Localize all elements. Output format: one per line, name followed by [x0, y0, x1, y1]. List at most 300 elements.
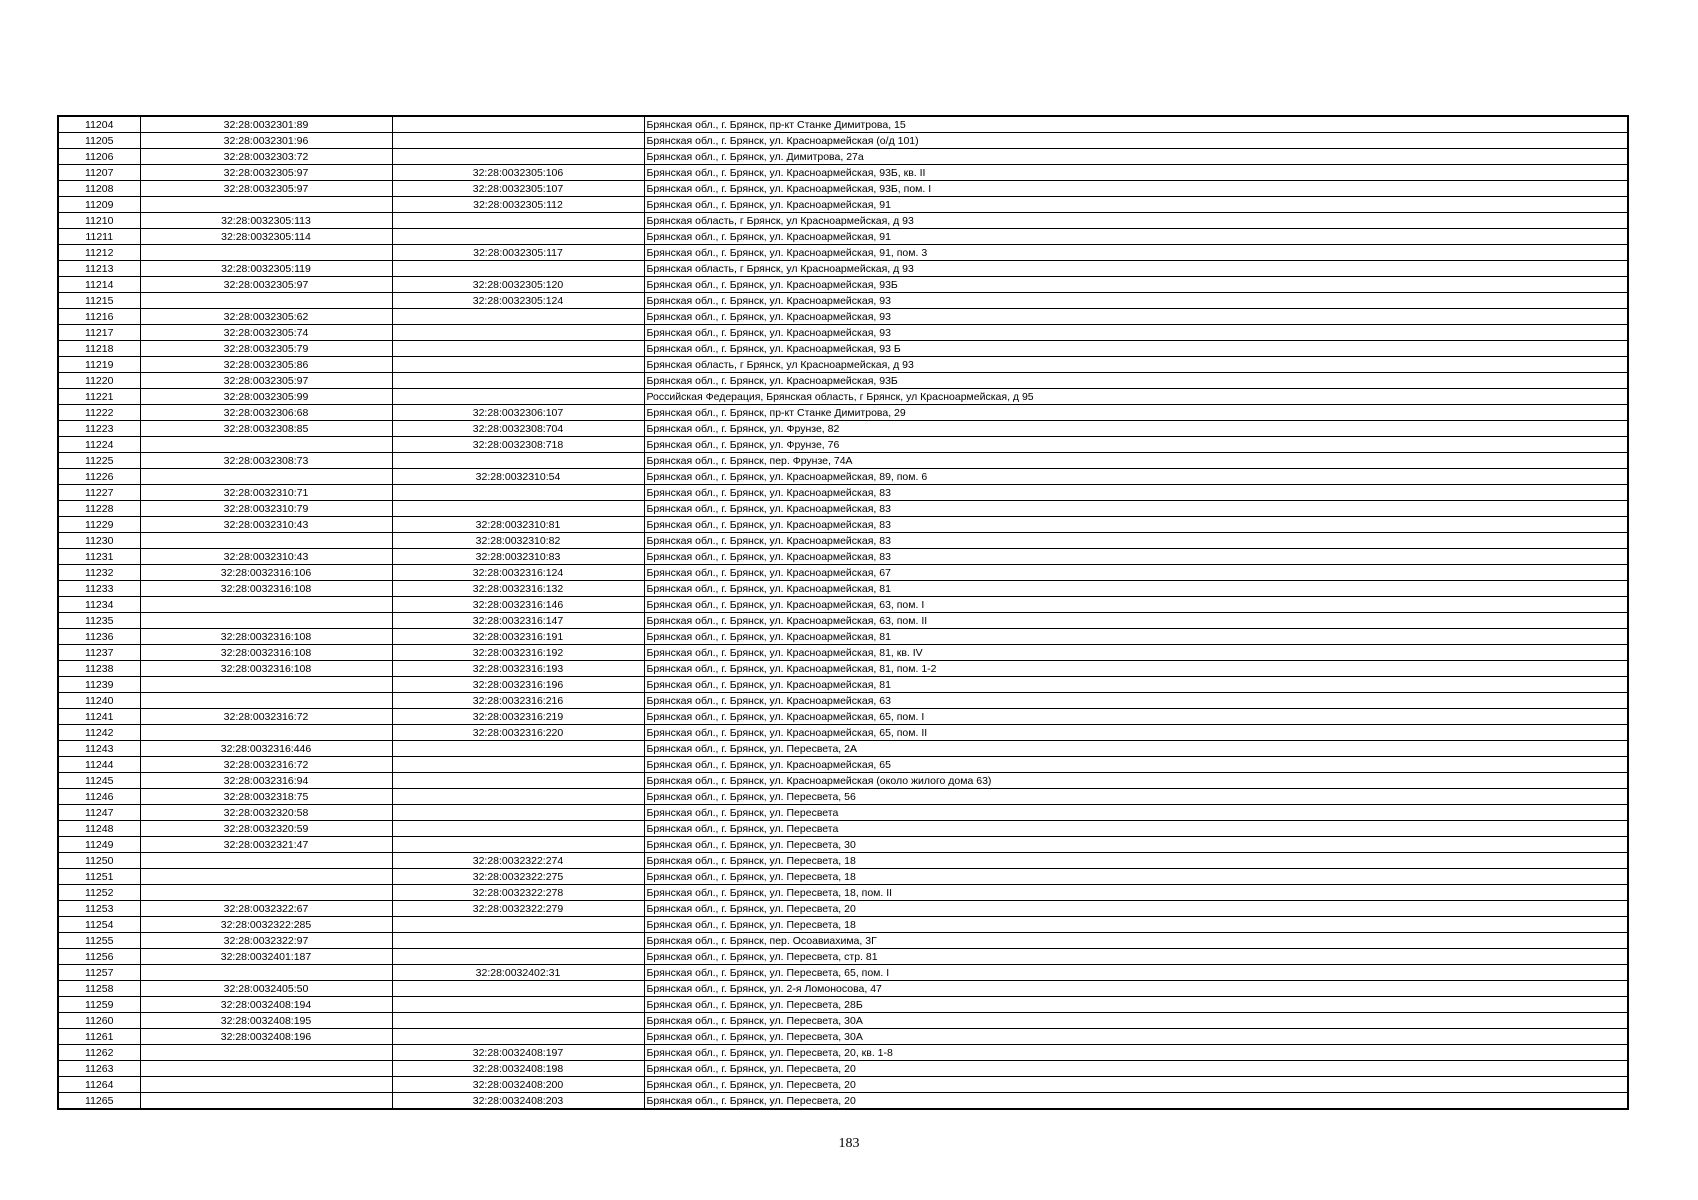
- row-number-cell: 11213: [58, 261, 140, 277]
- address-cell: Брянская область, г Брянск, ул Красноармейская, д 93: [644, 213, 1628, 229]
- row-number-cell: 11242: [58, 725, 140, 741]
- address-cell: Брянская обл., г. Брянск, ул. Красноармейская, 93: [644, 325, 1628, 341]
- building-cadastral-number-cell: 32:28:0032310:82: [392, 533, 644, 549]
- address-cell: Брянская обл., г. Брянск, ул. Красноармейская, 93Б, кв. II: [644, 165, 1628, 181]
- table-row: [58, 821, 1628, 837]
- table-row: [58, 213, 1628, 229]
- land-cadastral-number-cell: 32:28:0032301:96: [140, 133, 392, 149]
- row-number-cell: 11227: [58, 485, 140, 501]
- table-row: [58, 757, 1628, 773]
- address-cell: Брянская обл., г. Брянск, ул. Красноармейская, 63, пом. I: [644, 597, 1628, 613]
- land-cadastral-number-cell: 32:28:0032305:74: [140, 325, 392, 341]
- address-cell: Брянская обл., г. Брянск, ул. Пересвета, 30: [644, 837, 1628, 853]
- table-row: [58, 116, 1628, 133]
- building-cadastral-number-cell: [392, 341, 644, 357]
- building-cadastral-number-cell: [392, 149, 644, 165]
- building-cadastral-number-cell: [392, 116, 644, 133]
- address-cell: Брянская обл., г. Брянск, ул. Красноармейская, 81, пом. 1-2: [644, 661, 1628, 677]
- table-row: [58, 293, 1628, 309]
- table-row: [58, 421, 1628, 437]
- row-number-cell: 11244: [58, 757, 140, 773]
- building-cadastral-number-cell: 32:28:0032305:107: [392, 181, 644, 197]
- row-number-cell: 11223: [58, 421, 140, 437]
- table-row: [58, 901, 1628, 917]
- address-cell: Брянская обл., г. Брянск, ул. Пересвета, 28Б: [644, 997, 1628, 1013]
- row-number-cell: 11235: [58, 613, 140, 629]
- table-row: [58, 309, 1628, 325]
- building-cadastral-number-cell: [392, 837, 644, 853]
- building-cadastral-number-cell: 32:28:0032316:216: [392, 693, 644, 709]
- building-cadastral-number-cell: [392, 309, 644, 325]
- row-number-cell: 11229: [58, 517, 140, 533]
- table-row: [58, 533, 1628, 549]
- address-cell: Брянская обл., г. Брянск, ул. Пересвета, 18: [644, 917, 1628, 933]
- row-number-cell: 11222: [58, 405, 140, 421]
- table-row: [58, 437, 1628, 453]
- table-row: [58, 997, 1628, 1013]
- table-row: [58, 693, 1628, 709]
- land-cadastral-number-cell: [140, 725, 392, 741]
- building-cadastral-number-cell: [392, 501, 644, 517]
- land-cadastral-number-cell: [140, 965, 392, 981]
- cadastral-table: [57, 115, 1629, 1110]
- row-number-cell: 11225: [58, 453, 140, 469]
- row-number-cell: 11255: [58, 933, 140, 949]
- address-cell: Брянская обл., г. Брянск, ул. Пересвета, 20, кв. 1-8: [644, 1045, 1628, 1061]
- building-cadastral-number-cell: [392, 917, 644, 933]
- land-cadastral-number-cell: 32:28:0032310:79: [140, 501, 392, 517]
- land-cadastral-number-cell: [140, 853, 392, 869]
- table-row: [58, 341, 1628, 357]
- address-cell: Брянская обл., г. Брянск, ул. Красноармейская, 65, пом. I: [644, 709, 1628, 725]
- address-cell: Брянская обл., г. Брянск, ул. Красноармейская, 93 Б: [644, 341, 1628, 357]
- address-cell: Брянская обл., г. Брянск, ул. Пересвета, 20: [644, 1093, 1628, 1110]
- table-row: [58, 981, 1628, 997]
- table-row: [58, 629, 1628, 645]
- land-cadastral-number-cell: 32:28:0032405:50: [140, 981, 392, 997]
- building-cadastral-number-cell: 32:28:0032408:203: [392, 1093, 644, 1110]
- address-cell: Брянская обл., г. Брянск, пер. Осоавиахима, 3Г: [644, 933, 1628, 949]
- table-row: [58, 517, 1628, 533]
- table-row: [58, 773, 1628, 789]
- address-cell: Брянская обл., г. Брянск, ул. Красноармейская, 93Б: [644, 373, 1628, 389]
- address-cell: Брянская обл., г. Брянск, ул. Красноармейская, 91: [644, 229, 1628, 245]
- building-cadastral-number-cell: 32:28:0032408:200: [392, 1077, 644, 1093]
- table-row: [58, 565, 1628, 581]
- land-cadastral-number-cell: 32:28:0032306:68: [140, 405, 392, 421]
- row-number-cell: 11219: [58, 357, 140, 373]
- land-cadastral-number-cell: 32:28:0032305:97: [140, 165, 392, 181]
- land-cadastral-number-cell: [140, 1077, 392, 1093]
- building-cadastral-number-cell: [392, 757, 644, 773]
- land-cadastral-number-cell: 32:28:0032318:75: [140, 789, 392, 805]
- building-cadastral-number-cell: 32:28:0032305:106: [392, 165, 644, 181]
- building-cadastral-number-cell: [392, 133, 644, 149]
- row-number-cell: 11239: [58, 677, 140, 693]
- building-cadastral-number-cell: 32:28:0032316:219: [392, 709, 644, 725]
- building-cadastral-number-cell: 32:28:0032316:146: [392, 597, 644, 613]
- table-row: [58, 373, 1628, 389]
- row-number-cell: 11249: [58, 837, 140, 853]
- building-cadastral-number-cell: 32:28:0032310:54: [392, 469, 644, 485]
- building-cadastral-number-cell: [392, 453, 644, 469]
- table-row: [58, 133, 1628, 149]
- building-cadastral-number-cell: 32:28:0032316:124: [392, 565, 644, 581]
- address-cell: Брянская обл., г. Брянск, ул. Красноармейская, 63: [644, 693, 1628, 709]
- address-cell: Брянская обл., г. Брянск, ул. Пересвета, 20: [644, 901, 1628, 917]
- row-number-cell: 11251: [58, 869, 140, 885]
- row-number-cell: 11215: [58, 293, 140, 309]
- land-cadastral-number-cell: 32:28:0032310:71: [140, 485, 392, 501]
- address-cell: Брянская обл., г. Брянск, ул. Красноармейская, 63, пом. II: [644, 613, 1628, 629]
- address-cell: Брянская обл., г. Брянск, ул. 2-я Ломоносова, 47: [644, 981, 1628, 997]
- land-cadastral-number-cell: 32:28:0032310:43: [140, 549, 392, 565]
- address-cell: Брянская обл., г. Брянск, ул. Красноармейская, 83: [644, 517, 1628, 533]
- table-row: [58, 1013, 1628, 1029]
- land-cadastral-number-cell: [140, 245, 392, 261]
- address-cell: Брянская обл., г. Брянск, ул. Фрунзе, 76: [644, 437, 1628, 453]
- table-row: [58, 325, 1628, 341]
- row-number-cell: 11258: [58, 981, 140, 997]
- building-cadastral-number-cell: 32:28:0032316:193: [392, 661, 644, 677]
- address-cell: Брянская обл., г. Брянск, ул. Красноармейская, 93: [644, 309, 1628, 325]
- land-cadastral-number-cell: 32:28:0032305:97: [140, 181, 392, 197]
- row-number-cell: 11263: [58, 1061, 140, 1077]
- land-cadastral-number-cell: [140, 197, 392, 213]
- address-cell: Брянская обл., г. Брянск, ул. Пересвета, 18: [644, 853, 1628, 869]
- land-cadastral-number-cell: 32:28:0032308:73: [140, 453, 392, 469]
- building-cadastral-number-cell: [392, 933, 644, 949]
- address-cell: Брянская обл., г. Брянск, ул. Пересвета, 2А: [644, 741, 1628, 757]
- land-cadastral-number-cell: 32:28:0032305:114: [140, 229, 392, 245]
- land-cadastral-number-cell: 32:28:0032303:72: [140, 149, 392, 165]
- address-cell: Брянская обл., г. Брянск, ул. Пересвета, 30А: [644, 1013, 1628, 1029]
- table-row: [58, 661, 1628, 677]
- row-number-cell: 11226: [58, 469, 140, 485]
- table-row: [58, 741, 1628, 757]
- address-cell: Брянская обл., г. Брянск, ул. Пересвета, 18: [644, 869, 1628, 885]
- building-cadastral-number-cell: 32:28:0032316:192: [392, 645, 644, 661]
- land-cadastral-number-cell: [140, 869, 392, 885]
- table-row: [58, 245, 1628, 261]
- row-number-cell: 11256: [58, 949, 140, 965]
- row-number-cell: 11230: [58, 533, 140, 549]
- land-cadastral-number-cell: 32:28:0032310:43: [140, 517, 392, 533]
- row-number-cell: 11264: [58, 1077, 140, 1093]
- building-cadastral-number-cell: 32:28:0032308:718: [392, 437, 644, 453]
- building-cadastral-number-cell: 32:28:0032322:274: [392, 853, 644, 869]
- address-cell: Брянская обл., г. Брянск, ул. Красноармейская, 93: [644, 293, 1628, 309]
- address-cell: Брянская обл., г. Брянск, ул. Красноармейская, 83: [644, 501, 1628, 517]
- land-cadastral-number-cell: [140, 437, 392, 453]
- row-number-cell: 11212: [58, 245, 140, 261]
- address-cell: Брянская обл., г. Брянск, ул. Пересвета: [644, 821, 1628, 837]
- table-row: [58, 837, 1628, 853]
- land-cadastral-number-cell: 32:28:0032316:446: [140, 741, 392, 757]
- row-number-cell: 11236: [58, 629, 140, 645]
- row-number-cell: 11232: [58, 565, 140, 581]
- row-number-cell: 11243: [58, 741, 140, 757]
- table-row: [58, 1077, 1628, 1093]
- address-cell: Брянская обл., г. Брянск, ул. Пересвета, 56: [644, 789, 1628, 805]
- table-row: [58, 549, 1628, 565]
- address-cell: Брянская обл., г. Брянск, ул. Димитрова, 27а: [644, 149, 1628, 165]
- row-number-cell: 11208: [58, 181, 140, 197]
- land-cadastral-number-cell: 32:28:0032408:194: [140, 997, 392, 1013]
- address-cell: Брянская обл., г. Брянск, ул. Пересвета, 65, пом. I: [644, 965, 1628, 981]
- building-cadastral-number-cell: [392, 1013, 644, 1029]
- land-cadastral-number-cell: [140, 693, 392, 709]
- row-number-cell: 11253: [58, 901, 140, 917]
- land-cadastral-number-cell: 32:28:0032305:62: [140, 309, 392, 325]
- row-number-cell: 11216: [58, 309, 140, 325]
- row-number-cell: 11265: [58, 1093, 140, 1110]
- address-cell: Брянская обл., г. Брянск, ул. Красноармейская, 93Б: [644, 277, 1628, 293]
- land-cadastral-number-cell: 32:28:0032316:106: [140, 565, 392, 581]
- table-row: [58, 645, 1628, 661]
- table-row: [58, 357, 1628, 373]
- address-cell: Брянская обл., г. Брянск, ул. Красноармейская, 65, пом. II: [644, 725, 1628, 741]
- land-cadastral-number-cell: 32:28:0032305:113: [140, 213, 392, 229]
- building-cadastral-number-cell: 32:28:0032316:196: [392, 677, 644, 693]
- address-cell: Брянская обл., г. Брянск, ул. Красноармейская, 89, пом. 6: [644, 469, 1628, 485]
- row-number-cell: 11252: [58, 885, 140, 901]
- land-cadastral-number-cell: 32:28:0032322:285: [140, 917, 392, 933]
- land-cadastral-number-cell: 32:28:0032320:59: [140, 821, 392, 837]
- row-number-cell: 11238: [58, 661, 140, 677]
- table-body: [58, 116, 1628, 1109]
- building-cadastral-number-cell: [392, 389, 644, 405]
- row-number-cell: 11241: [58, 709, 140, 725]
- row-number-cell: 11246: [58, 789, 140, 805]
- building-cadastral-number-cell: 32:28:0032316:220: [392, 725, 644, 741]
- address-cell: Брянская обл., г. Брянск, ул. Красноармейская, 91, пом. 3: [644, 245, 1628, 261]
- row-number-cell: 11257: [58, 965, 140, 981]
- land-cadastral-number-cell: [140, 469, 392, 485]
- row-number-cell: 11211: [58, 229, 140, 245]
- table-row: [58, 1061, 1628, 1077]
- row-number-cell: 11233: [58, 581, 140, 597]
- building-cadastral-number-cell: 32:28:0032408:197: [392, 1045, 644, 1061]
- land-cadastral-number-cell: [140, 1045, 392, 1061]
- land-cadastral-number-cell: 32:28:0032305:99: [140, 389, 392, 405]
- table-row: [58, 261, 1628, 277]
- address-cell: Брянская область, г Брянск, ул Красноармейская, д 93: [644, 357, 1628, 373]
- table-row: [58, 501, 1628, 517]
- land-cadastral-number-cell: 32:28:0032301:89: [140, 116, 392, 133]
- address-cell: Брянская обл., г. Брянск, ул. Красноармейская, 81, кв. IV: [644, 645, 1628, 661]
- table-row: [58, 677, 1628, 693]
- land-cadastral-number-cell: [140, 1093, 392, 1110]
- table-row: [58, 805, 1628, 821]
- row-number-cell: 11228: [58, 501, 140, 517]
- address-cell: Брянская обл., г. Брянск, ул. Красноармейская, 81: [644, 629, 1628, 645]
- page-number: 183: [838, 1136, 860, 1151]
- land-cadastral-number-cell: 32:28:0032316:72: [140, 757, 392, 773]
- row-number-cell: 11217: [58, 325, 140, 341]
- building-cadastral-number-cell: [392, 373, 644, 389]
- row-number-cell: 11218: [58, 341, 140, 357]
- address-cell: Брянская обл., г. Брянск, ул. Красноармейская (о/д 101): [644, 133, 1628, 149]
- table-row: [58, 453, 1628, 469]
- address-cell: Брянская обл., г. Брянск, ул. Пересвета: [644, 805, 1628, 821]
- row-number-cell: 11260: [58, 1013, 140, 1029]
- building-cadastral-number-cell: [392, 213, 644, 229]
- address-cell: Брянская обл., г. Брянск, ул. Красноармейская, 83: [644, 485, 1628, 501]
- table-row: [58, 965, 1628, 981]
- table-row: [58, 389, 1628, 405]
- building-cadastral-number-cell: [392, 229, 644, 245]
- land-cadastral-number-cell: 32:28:0032408:195: [140, 1013, 392, 1029]
- table-row: [58, 405, 1628, 421]
- building-cadastral-number-cell: [392, 741, 644, 757]
- building-cadastral-number-cell: 32:28:0032310:81: [392, 517, 644, 533]
- address-cell: Брянская обл., г. Брянск, ул. Пересвета, 30А: [644, 1029, 1628, 1045]
- land-cadastral-number-cell: 32:28:0032305:79: [140, 341, 392, 357]
- land-cadastral-number-cell: [140, 1061, 392, 1077]
- land-cadastral-number-cell: [140, 885, 392, 901]
- land-cadastral-number-cell: 32:28:0032305:119: [140, 261, 392, 277]
- land-cadastral-number-cell: 32:28:0032316:94: [140, 773, 392, 789]
- table-row: [58, 917, 1628, 933]
- land-cadastral-number-cell: 32:28:0032401:187: [140, 949, 392, 965]
- land-cadastral-number-cell: [140, 293, 392, 309]
- address-cell: Брянская обл., г. Брянск, ул. Красноармейская, 81: [644, 677, 1628, 693]
- table-row: [58, 885, 1628, 901]
- building-cadastral-number-cell: [392, 485, 644, 501]
- land-cadastral-number-cell: 32:28:0032316:108: [140, 661, 392, 677]
- row-number-cell: 11259: [58, 997, 140, 1013]
- row-number-cell: 11221: [58, 389, 140, 405]
- address-cell: Брянская обл., г. Брянск, ул. Фрунзе, 82: [644, 421, 1628, 437]
- land-cadastral-number-cell: 32:28:0032305:86: [140, 357, 392, 373]
- row-number-cell: 11224: [58, 437, 140, 453]
- row-number-cell: 11237: [58, 645, 140, 661]
- table-row: [58, 933, 1628, 949]
- table-row: [58, 1093, 1628, 1110]
- address-cell: Брянская обл., г. Брянск, ул. Пересвета, 20: [644, 1061, 1628, 1077]
- land-cadastral-number-cell: 32:28:0032316:108: [140, 629, 392, 645]
- table-row: [58, 277, 1628, 293]
- table-row: [58, 1045, 1628, 1061]
- row-number-cell: 11261: [58, 1029, 140, 1045]
- land-cadastral-number-cell: 32:28:0032308:85: [140, 421, 392, 437]
- row-number-cell: 11245: [58, 773, 140, 789]
- building-cadastral-number-cell: [392, 949, 644, 965]
- table-row: [58, 789, 1628, 805]
- building-cadastral-number-cell: 32:28:0032305:124: [392, 293, 644, 309]
- building-cadastral-number-cell: 32:28:0032310:83: [392, 549, 644, 565]
- land-cadastral-number-cell: 32:28:0032316:72: [140, 709, 392, 725]
- land-cadastral-number-cell: 32:28:0032316:108: [140, 645, 392, 661]
- table-row: [58, 581, 1628, 597]
- row-number-cell: 11231: [58, 549, 140, 565]
- address-cell: Брянская обл., г. Брянск, ул. Пересвета, 20: [644, 1077, 1628, 1093]
- building-cadastral-number-cell: [392, 997, 644, 1013]
- table-row: [58, 229, 1628, 245]
- land-cadastral-number-cell: 32:28:0032305:97: [140, 277, 392, 293]
- row-number-cell: 11209: [58, 197, 140, 213]
- building-cadastral-number-cell: 32:28:0032305:112: [392, 197, 644, 213]
- table-row: [58, 709, 1628, 725]
- land-cadastral-number-cell: 32:28:0032408:196: [140, 1029, 392, 1045]
- land-cadastral-number-cell: [140, 677, 392, 693]
- table-row: [58, 949, 1628, 965]
- building-cadastral-number-cell: 32:28:0032402:31: [392, 965, 644, 981]
- building-cadastral-number-cell: [392, 357, 644, 373]
- row-number-cell: 11206: [58, 149, 140, 165]
- building-cadastral-number-cell: [392, 821, 644, 837]
- row-number-cell: 11210: [58, 213, 140, 229]
- building-cadastral-number-cell: [392, 1029, 644, 1045]
- row-number-cell: 11204: [58, 116, 140, 133]
- building-cadastral-number-cell: [392, 805, 644, 821]
- land-cadastral-number-cell: 32:28:0032322:67: [140, 901, 392, 917]
- building-cadastral-number-cell: [392, 981, 644, 997]
- building-cadastral-number-cell: 32:28:0032322:275: [392, 869, 644, 885]
- row-number-cell: 11262: [58, 1045, 140, 1061]
- table-row: [58, 149, 1628, 165]
- row-number-cell: 11220: [58, 373, 140, 389]
- address-cell: Брянская обл., г. Брянск, пр-кт Станке Димитрова, 29: [644, 405, 1628, 421]
- address-cell: Брянская обл., г. Брянск, ул. Красноармейская, 81: [644, 581, 1628, 597]
- address-cell: Брянская обл., г. Брянск, ул. Пересвета, стр. 81: [644, 949, 1628, 965]
- table-row: [58, 181, 1628, 197]
- building-cadastral-number-cell: [392, 261, 644, 277]
- table-row: [58, 165, 1628, 181]
- land-cadastral-number-cell: 32:28:0032305:97: [140, 373, 392, 389]
- row-number-cell: 11234: [58, 597, 140, 613]
- building-cadastral-number-cell: 32:28:0032322:278: [392, 885, 644, 901]
- table-row: [58, 613, 1628, 629]
- table-row: [58, 725, 1628, 741]
- row-number-cell: 11214: [58, 277, 140, 293]
- address-cell: Брянская обл., г. Брянск, пр-кт Станке Димитрова, 15: [644, 116, 1628, 133]
- row-number-cell: 11207: [58, 165, 140, 181]
- address-cell: Брянская обл., г. Брянск, ул. Красноармейская (около жилого дома 63): [644, 773, 1628, 789]
- row-number-cell: 11248: [58, 821, 140, 837]
- building-cadastral-number-cell: 32:28:0032408:198: [392, 1061, 644, 1077]
- land-cadastral-number-cell: [140, 533, 392, 549]
- row-number-cell: 11205: [58, 133, 140, 149]
- land-cadastral-number-cell: 32:28:0032321:47: [140, 837, 392, 853]
- building-cadastral-number-cell: 32:28:0032308:704: [392, 421, 644, 437]
- address-cell: Брянская обл., г. Брянск, ул. Красноармейская, 93Б, пом. I: [644, 181, 1628, 197]
- building-cadastral-number-cell: 32:28:0032316:147: [392, 613, 644, 629]
- address-cell: Брянская обл., г. Брянск, ул. Красноармейская, 67: [644, 565, 1628, 581]
- address-cell: Брянская область, г Брянск, ул Красноармейская, д 93: [644, 261, 1628, 277]
- building-cadastral-number-cell: 32:28:0032305:120: [392, 277, 644, 293]
- building-cadastral-number-cell: 32:28:0032322:279: [392, 901, 644, 917]
- row-number-cell: 11247: [58, 805, 140, 821]
- building-cadastral-number-cell: 32:28:0032306:107: [392, 405, 644, 421]
- table-row: [58, 197, 1628, 213]
- building-cadastral-number-cell: 32:28:0032316:132: [392, 581, 644, 597]
- table-row: [58, 1029, 1628, 1045]
- table-row: [58, 869, 1628, 885]
- address-cell: Брянская обл., г. Брянск, ул. Красноармейская, 91: [644, 197, 1628, 213]
- building-cadastral-number-cell: [392, 789, 644, 805]
- table-row: [58, 597, 1628, 613]
- address-cell: Брянская обл., г. Брянск, пер. Фрунзе, 74А: [644, 453, 1628, 469]
- row-number-cell: 11250: [58, 853, 140, 869]
- row-number-cell: 11254: [58, 917, 140, 933]
- row-number-cell: 11240: [58, 693, 140, 709]
- address-cell: Брянская обл., г. Брянск, ул. Красноармейская, 65: [644, 757, 1628, 773]
- land-cadastral-number-cell: 32:28:0032322:97: [140, 933, 392, 949]
- building-cadastral-number-cell: [392, 325, 644, 341]
- building-cadastral-number-cell: 32:28:0032316:191: [392, 629, 644, 645]
